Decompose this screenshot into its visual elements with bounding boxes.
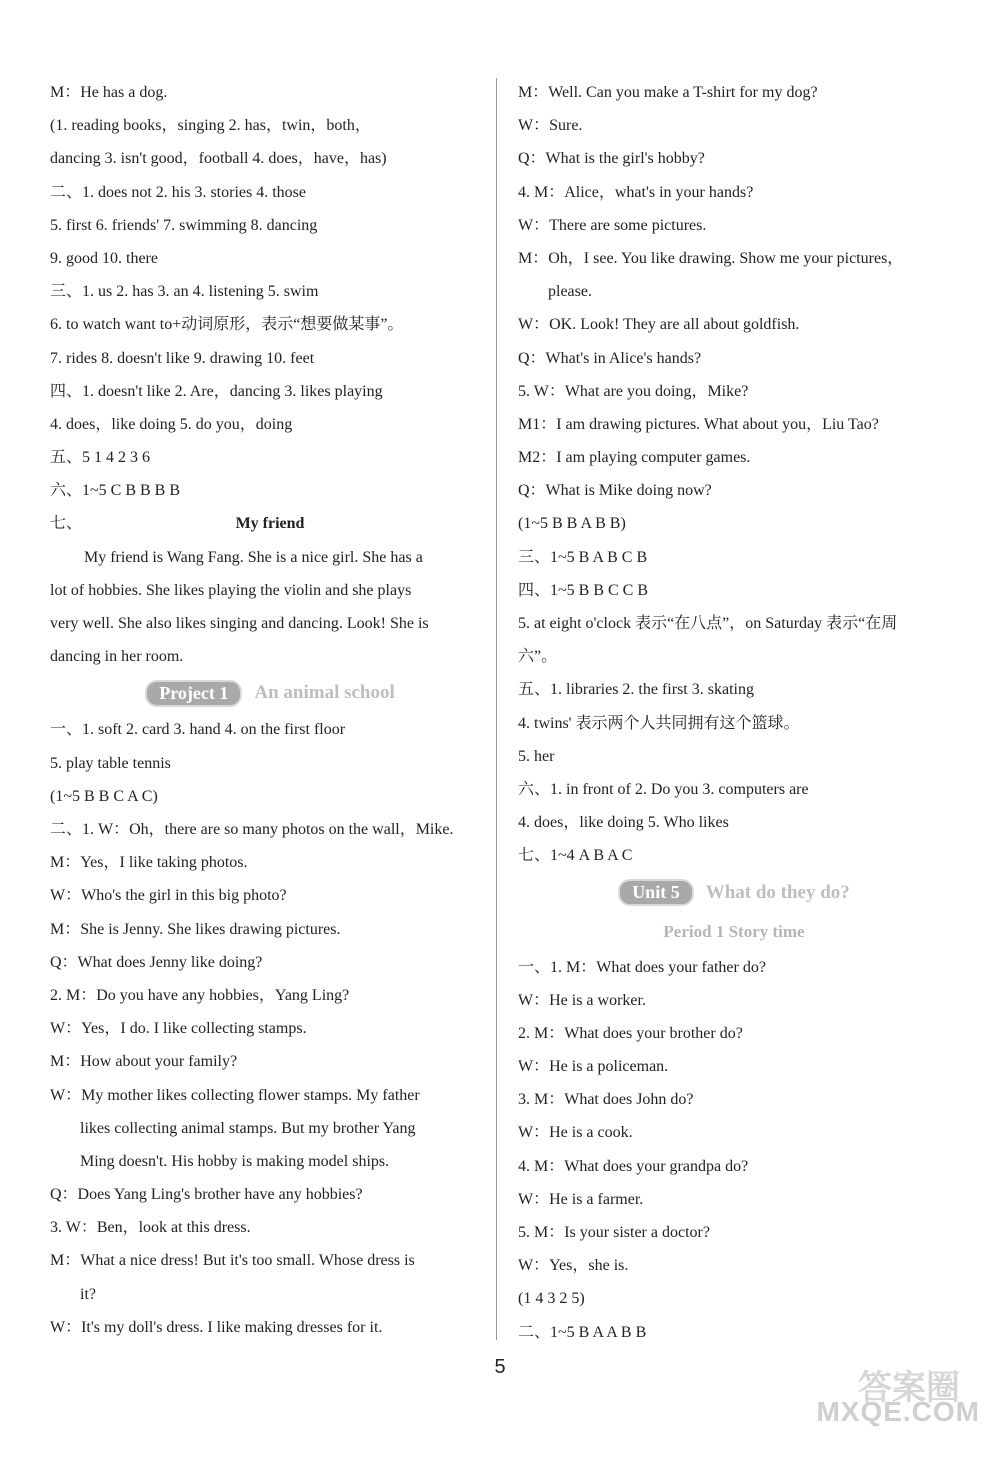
text-line: 2. M：What does your brother do? xyxy=(518,1024,743,1042)
text-line: W：There are some pictures. xyxy=(518,216,707,234)
text-line: 二、1~5 B A A B B xyxy=(518,1323,647,1341)
text-line: 7. rides 8. doesn't like 9. drawing 10. feet xyxy=(50,349,315,367)
project-badge: Project 1 xyxy=(145,680,242,707)
text-line: likes collecting animal stamps. But my brother Yang xyxy=(80,1119,416,1137)
text-line: (1~5 B B A B B) xyxy=(518,515,626,533)
divider xyxy=(496,78,497,1340)
left-lines-d xyxy=(50,1311,490,1344)
unit-badge: Unit 5 xyxy=(618,879,694,906)
text-line: 4. does，like doing 5. Who likes xyxy=(518,814,729,832)
text-line: M：How about your family? xyxy=(50,1053,238,1071)
left-column xyxy=(50,76,490,1344)
text-line: 3. M：What does John do? xyxy=(518,1091,694,1109)
text-line: M：Yes，I like taking photos. xyxy=(50,854,248,872)
text-line: W：He is a cook. xyxy=(518,1124,633,1142)
text-line: W：Sure. xyxy=(518,117,583,135)
essay-mark: 七、 xyxy=(50,515,83,533)
text-line: lot of hobbies. She likes playing the violin and she plays xyxy=(50,581,412,599)
text-line: Q：What's in Alice's hands? xyxy=(518,349,702,367)
text-line: 2. M：Do you have any hobbies，Yang Ling? xyxy=(50,986,350,1004)
unit-title: What do they do? xyxy=(705,881,850,903)
project-title: An animal school xyxy=(254,682,395,704)
text-line: 四、1~5 B B C C B xyxy=(518,581,649,599)
right-lines-a xyxy=(518,76,950,275)
project-banner xyxy=(50,673,490,713)
text-line: M：She is Jenny. She likes drawing pictures. xyxy=(50,920,341,938)
essay-first-line: My friend is Wang Fang. She is a nice girl. She has a xyxy=(84,548,423,566)
text-line: W：Yes，she is. xyxy=(518,1257,629,1275)
text-line: 三、1~5 B A B C B xyxy=(518,548,648,566)
text-line: 5. play table tennis xyxy=(50,754,171,772)
text-line: W：My mother likes collecting flower stamps. My father xyxy=(50,1086,420,1104)
right-lines-c xyxy=(518,951,950,1349)
text-line: M1：I am drawing pictures. What about you，Liu Tao? xyxy=(518,415,879,433)
unit-banner xyxy=(518,873,950,913)
text-line: (1 4 3 2 5) xyxy=(518,1290,585,1308)
text-line: 三、1. us 2. has 3. an 4. listening 5. swim xyxy=(50,283,319,301)
essay-title: My friend xyxy=(235,515,305,533)
text-line: Q：Does Yang Ling's brother have any hobbies? xyxy=(50,1186,363,1204)
text-line: Q：What is Mike doing now? xyxy=(518,482,712,500)
left-lines-b xyxy=(50,713,490,1111)
right-lines-b xyxy=(518,308,950,872)
text-line: Ming doesn't. His hobby is making model ships. xyxy=(80,1152,390,1170)
text-line: dancing 3. isn't good，football 4. does，have，has) xyxy=(50,150,387,168)
text-line: 五、1. libraries 2. the first 3. skating xyxy=(518,681,754,699)
text-line: very well. She also likes singing and dancing. Look! She is xyxy=(50,615,429,633)
text-line: it? xyxy=(80,1285,96,1303)
text-line: 5. her xyxy=(518,747,555,765)
text-line: 6. to watch want to+动词原形，表示“想要做某事”。 xyxy=(50,316,404,334)
text-line: M：He has a dog. xyxy=(50,84,168,101)
text-line: 六、1~5 C B B B B xyxy=(50,482,181,500)
left-lines-c xyxy=(50,1178,490,1278)
text-line: 五、5 1 4 2 3 6 xyxy=(50,449,151,467)
text-line: 六、1. in front of 2. Do you 3. computers are xyxy=(518,780,809,798)
essay-title-row xyxy=(50,507,490,540)
text-line: (1. reading books，singing 2. has，twin，both， xyxy=(50,117,371,135)
text-line: W：It's my doll's dress. I like making dresses for it. xyxy=(50,1318,383,1336)
text-line: 4. twins' 表示两个人共同拥有这个篮球。 xyxy=(518,714,800,732)
text-line: W：He is a worker. xyxy=(518,991,646,1009)
page-number: 5 xyxy=(494,1356,506,1378)
text-line: 5. first 6. friends' 7. swimming 8. dancing xyxy=(50,216,318,234)
text-line: 5. at eight o'clock 表示“在八点”，on Saturday 表示“在周 xyxy=(518,615,898,632)
text-line: 3. W：Ben，look at this dress. xyxy=(50,1219,251,1237)
text-line: 9. good 10. there xyxy=(50,249,158,267)
text-line: 一、1. soft 2. card 3. hand 4. on the first floor xyxy=(50,721,346,739)
text-line: 二、1. W：Oh，there are so many photos on the wall，Mike. xyxy=(50,821,454,838)
text-line: 二、1. does not 2. his 3. stories 4. those xyxy=(50,183,306,201)
text-line: W：He is a policeman. xyxy=(518,1058,669,1076)
text-line: M2：I am playing computer games. xyxy=(518,449,751,467)
text-line: M：What a nice dress! But it's too small. Whose dress is xyxy=(50,1252,415,1270)
text-line: 5. M：Is your sister a doctor? xyxy=(518,1224,710,1241)
text-line: M：Oh，I see. You like drawing. Show me your pictures， xyxy=(518,249,904,267)
right-lines-a-indented xyxy=(518,275,950,308)
left-lines-b-indented xyxy=(50,1112,490,1178)
watermark-logo: 答案圈 xyxy=(858,1370,960,1407)
text-line: dancing in her room. xyxy=(50,648,184,666)
text-line: Q：What is the girl's hobby? xyxy=(518,150,705,168)
text-line: 四、1. doesn't like 2. Are，dancing 3. likes playing xyxy=(50,382,383,400)
text-line: 4. M：What does your grandpa do? xyxy=(518,1157,749,1175)
text-line: W：He is a farmer. xyxy=(518,1190,644,1208)
text-line: Q：What does Jenny like doing? xyxy=(50,953,263,971)
left-lines-c-indented xyxy=(50,1278,490,1311)
text-line: 六”。 xyxy=(518,648,558,666)
essay-rest xyxy=(50,574,490,674)
period-heading: Period 1 Story time xyxy=(663,921,805,941)
text-line: please. xyxy=(548,283,592,301)
text-line: 5. W：What are you doing，Mike? xyxy=(518,382,749,400)
text-line: W：Who's the girl in this big photo? xyxy=(50,887,287,905)
text-line: 七、1~4 A B A C xyxy=(518,847,633,865)
text-line: (1~5 B B C A C) xyxy=(50,787,158,805)
left-lines-a xyxy=(50,76,490,507)
text-line: W：OK. Look! They are all about goldfish. xyxy=(518,316,800,334)
watermark-text: MXQE.COM xyxy=(816,1396,980,1427)
text-line: 4. does，like doing 5. do you，doing xyxy=(50,415,293,433)
text-line: W：Yes，I do. I like collecting stamps. xyxy=(50,1020,307,1038)
right-column xyxy=(518,76,950,1349)
text-line: M：Well. Can you make a T-shirt for my dog? xyxy=(518,84,818,101)
text-line: 4. M：Alice，what's in your hands? xyxy=(518,183,754,201)
text-line: 一、1. M：What does your father do? xyxy=(518,958,766,976)
essay-paragraph xyxy=(50,541,490,674)
